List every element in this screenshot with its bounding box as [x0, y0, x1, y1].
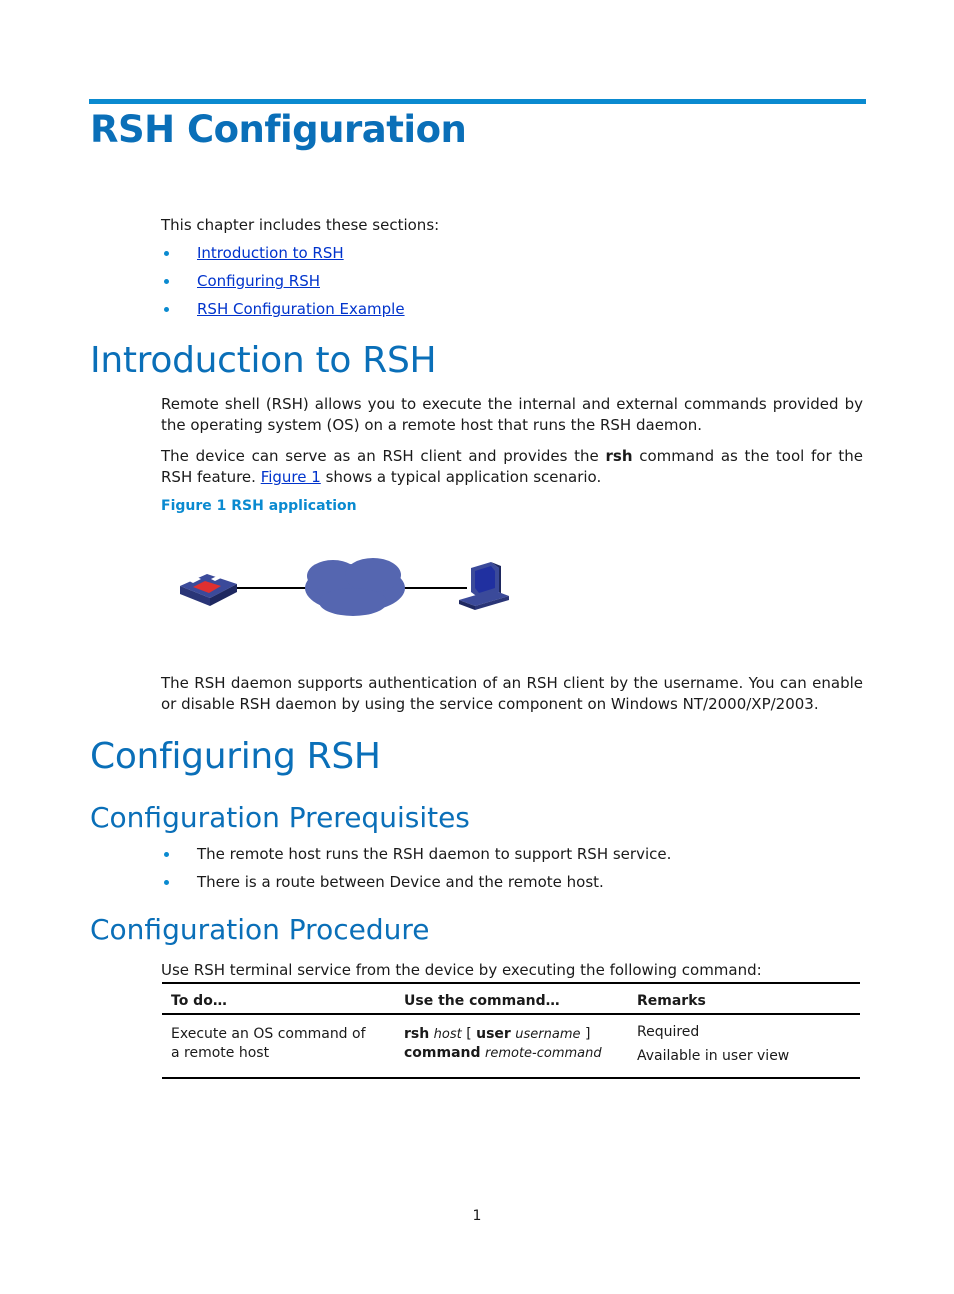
- cmd-command: command: [404, 1045, 481, 1061]
- toc-link-configuring[interactable]: Configuring RSH: [197, 272, 320, 290]
- toc-item: [161, 244, 405, 272]
- procedure-intro: Use RSH terminal service from the device by executing the following command:: [161, 961, 762, 979]
- router-icon: [180, 574, 237, 606]
- para2-text-b: command as the tool for the RSH feature.: [161, 447, 863, 486]
- figure-caption: Figure 1 RSH application: [161, 498, 357, 514]
- list-item: There is a route between Device and the remote host.: [161, 873, 671, 901]
- cmd-rsh: rsh: [404, 1026, 430, 1042]
- rsh-command-keyword: rsh: [605, 447, 633, 465]
- figure-1-link[interactable]: Figure 1: [260, 468, 321, 486]
- remark-user-view: Available in user view: [637, 1048, 790, 1064]
- page-number: 1: [472, 1208, 482, 1224]
- subsection-title-procedure: Configuration Procedure: [90, 913, 430, 946]
- table-row: [162, 1014, 860, 1078]
- toc-link-example[interactable]: RSH Configuration Example: [197, 300, 405, 318]
- cell-remarks: [628, 1014, 860, 1078]
- command-table: [162, 982, 860, 1079]
- cell-todo: [162, 1014, 395, 1078]
- toc-item: [161, 300, 405, 328]
- cmd-remote-command-arg: remote-command: [484, 1046, 602, 1061]
- col-header-remarks: Remarks: [628, 983, 860, 1014]
- toc-list: [161, 244, 405, 328]
- cmd-bracket-close: ]: [584, 1026, 591, 1042]
- cloud-icon: [305, 558, 405, 616]
- col-header-todo: To do…: [162, 983, 395, 1014]
- toc-link-intro[interactable]: Introduction to RSH: [197, 244, 344, 262]
- cmd-bracket-open: [: [466, 1026, 472, 1042]
- remark-required: Required: [637, 1024, 700, 1040]
- section-title-intro: Introduction to RSH: [90, 340, 437, 381]
- toc-item: [161, 272, 405, 300]
- list-item: The remote host runs the RSH daemon to support RSH service.: [161, 845, 671, 873]
- prerequisite-list: [161, 845, 671, 901]
- cmd-user: user: [476, 1026, 511, 1042]
- col-header-command: Use the command…: [395, 983, 628, 1014]
- intro-paragraph-3: The RSH daemon supports authentication of an RSH client by the username. You can enable or disable RSH daemon by using the service component on Windows NT/2000/XP/2003.: [161, 674, 863, 713]
- intro-text: This chapter includes these sections:: [161, 216, 440, 234]
- cmd-username-arg: username: [515, 1027, 581, 1042]
- para2-text-a: The device can serve as an RSH client and provides the: [161, 447, 606, 465]
- cell-command: [395, 1014, 628, 1078]
- table-header-row: [162, 983, 860, 1014]
- todo-text: Execute an OS command of a remote host: [171, 1026, 366, 1061]
- computer-icon: [459, 562, 509, 610]
- rsh-application-figure: [175, 548, 520, 623]
- intro-paragraph-1: Remote shell (RSH) allows you to execute the internal and external commands provided by the operating system (OS) on a remote host that runs the RSH daemon.: [161, 395, 863, 434]
- intro-paragraph-2: [161, 446, 863, 488]
- para2-text-c: shows a typical application scenario.: [320, 468, 602, 486]
- section-title-configuring: Configuring RSH: [90, 736, 381, 777]
- cmd-host-arg: host: [433, 1027, 462, 1042]
- chapter-title: RSH Configuration: [90, 108, 467, 151]
- chapter-top-rule: [89, 99, 866, 104]
- subsection-title-prerequisites: Configuration Prerequisites: [90, 801, 470, 834]
